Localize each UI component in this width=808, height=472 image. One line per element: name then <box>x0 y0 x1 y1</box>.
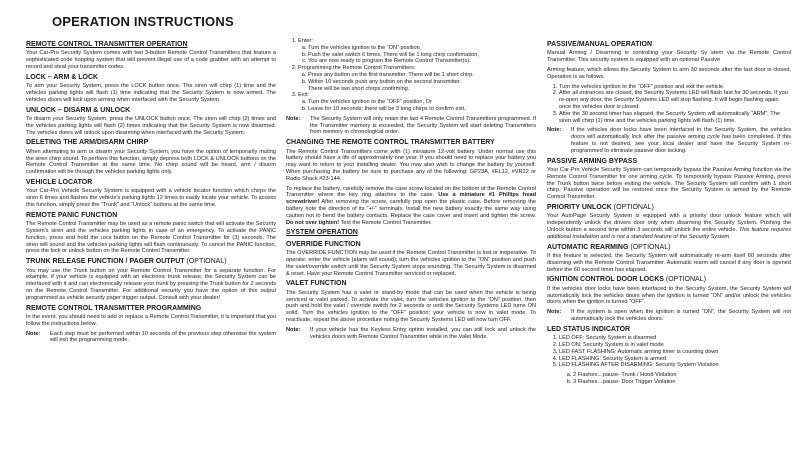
list-item: 1. Turn the vehicles ignition to the “OFF” position and exit the vehicle. <box>559 84 791 91</box>
note-label: Note: <box>26 330 41 337</box>
valet-note <box>286 327 536 341</box>
programming-steps <box>286 38 536 113</box>
column-left <box>26 38 276 347</box>
battery-replace-d: Do not over tighten! <box>286 219 340 226</box>
heading-rearm <box>547 244 791 252</box>
heading-chirp: DELETING THE ARM/DISARM CHIRP <box>26 139 149 147</box>
step-exit <box>298 92 536 112</box>
ignition-text: If the vehicles door locks have been interfaced to the Security System, the Security System will automatically lock the vehicles doors when the ignition is turned “ON” and/or unlock the vehicles doors when the ignition is turned “OFF”. <box>547 285 791 306</box>
list-item: a. Turn the vehicles ignition to the “OFF” position, Or <box>308 99 536 106</box>
led-violation-list <box>547 372 791 386</box>
heading-programming: REMOTE CONTROL TRANSMITTER PROGRAMMING <box>26 304 202 312</box>
heading-priority <box>547 204 791 212</box>
programming-text: In the event, you should need to add or replace a Remote Control Transmitter, it is important that you follow the instructions below. <box>26 313 276 327</box>
override-text: The OVERRIDE FUNCTION may be used if the Remote Control Transmitter is lost or inoperative. To operate, enter the vehicle (alarm will sound); turn the vehicles ignition to the “ON” position and push the valet/override switch until the Security System stops sounding. The Security System is disarmed & reset. Have your Remote Control Transmitter serviced or replaced. <box>286 250 536 277</box>
heading-passive: PASSIVE/MANUAL OPERATION <box>547 41 653 48</box>
heading-transmitter-operation: REMOTE CONTROL TRANSMITTER OPERATION <box>26 41 188 48</box>
memory-note <box>286 116 536 136</box>
heading-valet: VALET FUNCTION <box>286 280 347 288</box>
priority-text-a: Your AutoPage Security System is equipped with a priority door unlock feature which will independently unlock the drivers door only when disarming the Security System. Pushing the Unlock button a second time within 3 seconds will unlock the entire vehicle. <box>547 213 791 233</box>
lock-text: To arm your Security System, press the LOCK button once. The siren will chirp (1) time and the vehicles parking lights will flash (1) time indicating that the Security System is now armed. The vehicles doors will lock upon arming when interfaced with the Security System. <box>26 83 276 103</box>
step-programming-list <box>298 72 536 86</box>
led-status-list <box>547 335 791 369</box>
heading-battery: CHANGING THE REMOTE CONTROL TRANSMITTER BATTERY <box>286 139 495 147</box>
heading-bypass: PASSIVE ARMING BYPASS <box>547 157 638 165</box>
page-title: OPERATION INSTRUCTIONS <box>52 14 234 29</box>
note-text: If your vehicle has the Keyless Entry option installed, you can still lock and unlock the vehicles doors with Remote Control Transmitter while in the Valet Mode. <box>310 326 536 340</box>
trunk-heading-text: TRUNK RELEASE FUNCTION / PAGER OUTPUT <box>26 258 185 266</box>
list-item: c. You are now ready to program the Remote Control Transmitter(s). <box>308 58 536 65</box>
battery-replace-c: After removing the screw, carefully pop open the plastic case. Before removing the battery note the direction of its “+/-” terminals. Install the new battery exactly the same way using caution not to bend the battery contacts. Replace the case cover and insert and tighten the screw. <box>286 199 537 219</box>
battery-replace-text <box>286 186 536 227</box>
valet-text: The Security System has a valet or stand-by mode that can be used when the vehicle is being serviced or valet parked. To activate the valet, turn the vehicles ignition to the “ON” position, then push and hold the valet / override switch for 2 seconds or until the Security Systems LED turns ON solid. Turn the vehicles ignition to the “OFF” position; your vehicle is now in valet mode. To reactivate, repeat the above procedure noting the Security Systems LED will now turn OFF. <box>286 289 536 323</box>
step-programming <box>298 65 536 92</box>
passive-steps <box>547 84 791 125</box>
panic-text: The Remote Control Transmitter may be used as a remote panic switch that will activate the Security System's siren and the vehicles parking lights in case of an emergency. To activate the PANIC function, press and hold the ʟᴏᴄᴋ button on the Remote Control Transmitter for (3) seconds. The siren will sound and the vehicles parking lights will flash continuously. To cancel the PANIC function, press the lock or unlock button on the Remote Control Transmitter. <box>26 221 276 255</box>
list-item: a. Press any button on the first transmitter. There will be 1 short chirp. <box>308 72 536 79</box>
list-item: 5. LED FLASHING AFTER DISARMING: Security System Violation <box>559 362 791 369</box>
heading-trunk <box>26 258 276 266</box>
heading-system-operation: SYSTEM OPERATION <box>286 229 358 237</box>
step-enter-label: Enter: <box>298 38 313 44</box>
column-middle <box>286 38 536 343</box>
trunk-optional-tag: (OPTIONAL) <box>186 258 227 266</box>
list-item: b. Leave for 10 seconds; there will be 3 long chirps to confirm exit. <box>308 106 536 113</box>
note-label: Note: <box>286 326 301 333</box>
heading-lock: LOCK – ARM & LOCK <box>26 73 99 81</box>
note-text: Each step must be performed within 10 seconds of the previous step otherwise the system will exit the programming mode. <box>50 330 276 344</box>
list-item: 2. LED ON: Security System is in valet mode <box>559 342 791 349</box>
heading-ignition-locks <box>547 276 791 284</box>
rearm-optional-tag: (OPTIONAL) <box>630 243 671 251</box>
step-enter <box>298 38 536 65</box>
bypass-text: Your Car-Pro Vehicle Security System can temporarily bypass the Passive Arming function via the Remote Control Transmitter for one arming cycle. To temporarily bypass Passive Arming, press the Trunk button twice before exiting the vehicle. The Security System will confirm with 1 short chirp. Passive operation will be restored once the Security System is armed by the Remote Control Transmitter. <box>547 166 791 201</box>
rearm-heading-text: AUTOMATIC REARMING <box>547 243 629 251</box>
column-right <box>547 38 791 386</box>
heading-panic: REMOTE PANIC FUNCTION <box>26 211 118 219</box>
transmitter-intro: Your Car-Pro Security System comes with two 3-button Remote Control Transmitters that feature a sophisticated code hopping system that will prevent illegal use of a code grabber with an attempt to record and steal your transmitter codes. <box>26 50 276 70</box>
ignition-optional-tag: (OPTIONAL) <box>665 276 706 284</box>
step-exit-list <box>298 99 536 113</box>
list-item: 3. LED FAST FLASHING: Automatic arming timer is counting down <box>559 349 791 356</box>
battery-replace-b: Use a miniature #1 Phillips head screwdriver! <box>286 192 536 206</box>
step-programming-confirm: There will be two short chirps confirming. <box>308 85 410 92</box>
list-item: a. Turn the vehicles ignition to the “ON” position <box>308 45 536 52</box>
ignition-note <box>547 309 791 323</box>
ignition-heading-text: IGNITION CONTROL DOOR LOCKS <box>547 276 664 284</box>
note-label: Note: <box>547 309 562 316</box>
list-item: b. Push the valet switch 6 times. There will be 1 long chirp confirmation, <box>308 52 536 59</box>
heading-locator: VEHICLE LOCATOR <box>26 178 93 186</box>
list-item: 3. After the 30 second timer has elapsed, the Security System will automatically “ARM”. The siren will chirp (1) time and the vehicles parking lights will flash (1) time. <box>559 111 791 125</box>
list-item: b. 3 Flashes…pause- Door Trigger Violation <box>573 379 791 386</box>
programming-note <box>26 331 276 345</box>
list-item: 2. After all entrances are closed, the Security Systems LED will flash fast for 30 seconds. If you re-open any door, the Security Systems LED will stop flashing. It will begin flashing again once the vehicles door is closed. <box>559 90 791 110</box>
heading-led-status: LED STATUS INDICATOR <box>547 325 631 333</box>
battery-text: The Remote Control Transmitters come with (1) miniature 12-volt battery. Under normal use this battery should have a life of approximately one year. If you should need to replace your battery you may want to return to your installing dealer. You may also wish to change the battery by yourself. When purchasing the battery be sure to purchase any of the following: GP23A, #EL12, #VR22 or Radio Shack #23-144. <box>286 148 536 182</box>
list-item: b. Within 10 seconds push any button on the second transmitter. <box>308 79 536 86</box>
priority-heading-text: PRIORITY UNLOCK <box>547 203 612 211</box>
list-item: 4. LED FLASHING: Security System is armed <box>559 356 791 363</box>
note-text: If the vehicles door locks have been interfaced to the Security System, the vehicles doors will automatically lock after the passive arming cycle has been completed. If this feature is not desired, see your local dealer and have the Security System re-programmed to eliminate passive door locking. <box>571 127 791 154</box>
step-enter-list <box>298 45 536 65</box>
priority-text <box>547 213 791 240</box>
list-item: 1. LED OFF: Security System is disarmed <box>559 335 791 342</box>
list-item: a. 2 Flashes…pause- Trunk / Hood Violation <box>573 372 791 379</box>
heading-override: OVERRIDE FUNCTION <box>286 240 361 248</box>
passive-note <box>547 127 791 154</box>
unlock-text: To disarm your Security System, press the UNLOCK button once. The siren will chirp (2) times and the vehicles parking lights will flash (2) times indicating that the Security System is now disarmed. The vehicles doors will unlock upon disarming when interfaced with the Security System. <box>26 116 276 136</box>
note-text: If the system is open when the ignition is turned “ON”, the Security System will not automatically lock the vehicles doors. <box>571 309 791 322</box>
battery-replace-a: To replace the battery, carefully remove the case screw located on the bottom of the Remote Control Transmitter where the key ring attaches to the case. <box>286 185 536 199</box>
priority-text-b: This feature requires additional installation and is not a standard feature of the Security System. <box>547 226 791 240</box>
step-exit-label: Exit: <box>298 92 309 99</box>
note-label: Note: <box>547 127 562 134</box>
priority-optional-tag: (OPTIONAL) <box>613 203 654 211</box>
note-label: Note: <box>286 115 301 122</box>
heading-unlock: UNLOCK – DISARM & UNLOCK <box>26 106 131 114</box>
rearm-text: If this feature is selected, the Security System will automatically re-arm itself 60 seconds after disarming with the Remote Control Transmitter. Automatic rearm will cancel if any door is opened before the 60 second timer has elapsed. <box>547 252 791 273</box>
locator-text: Your Car-Pro Vehicle Security System is equipped with a vehicle locator function which chirps the siren 6 times and flashes the vehicle's parking lights 12 times to easily locate your vehicle. To access this function, simply press the “Trunk” and “Unlock” buttons at the same time. <box>26 188 276 208</box>
chirp-text: When attempting to arm or disarm your Security System, you have the option of temporarily muting the siren chirp sound. To perform this function, simply depress both LOCK & UNLOCK buttons on the Remote Control Transmitter at the same time. No chirp sound will be heard, arm / disarm confirmation will be through the vehicles parking lights only. <box>26 148 276 176</box>
passive-text-1: Manual Arming / Disarming is controlling your Security Sy stem via the Remote Control Transmitter. This security system is equipped with an optional Passive <box>547 50 791 64</box>
trunk-text: You may use the Trunk button on your Remote Control Transmitter for a separate function. For example, if your vehicle is equipped with an electronic trunk release, the Security System can be interfaced with it and can electronically release your trunk by pressing the Trunk button for 2 seconds on the Remote Control Transmitter. For additional security you have the option of this output programmed as vehicle security pager trigger output. Consult with your dealer! <box>26 267 276 301</box>
battery-replace-e: Test the Remote Control Transmitter. <box>340 219 432 226</box>
step-programming-label: Programming the Remote Control Transmitters: <box>298 65 416 72</box>
passive-text-2: Arming feature, which allows the Security System to arm 30 seconds after the last door is closed. Operation is as follows. <box>547 67 791 80</box>
note-text: The Security System will only retain the last 4 Remote Control Transmitters programmed. If the Transmitter memory is exceeded, the Security System will start deleting Transmitters from memory in chronological order. <box>310 115 536 136</box>
